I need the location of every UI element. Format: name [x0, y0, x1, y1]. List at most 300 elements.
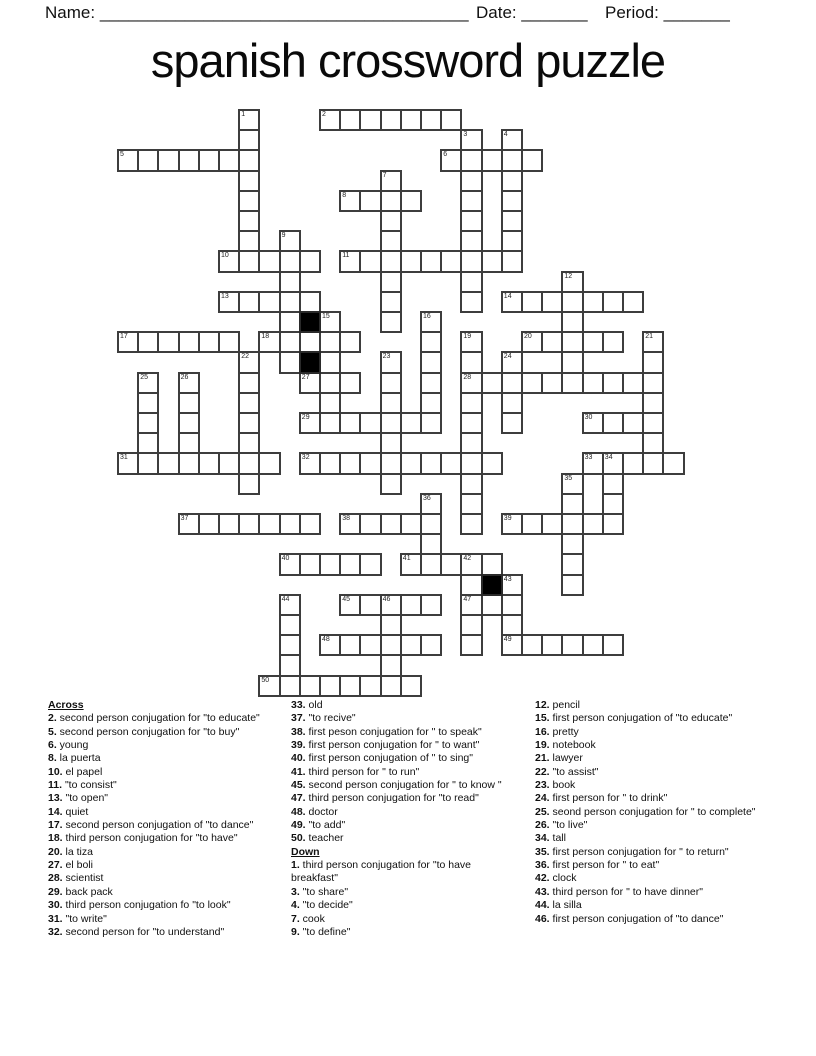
- grid-cell[interactable]: [279, 250, 301, 272]
- grid-cell[interactable]: [501, 210, 523, 232]
- grid-cell[interactable]: [238, 210, 260, 232]
- grid-cell[interactable]: [420, 452, 442, 474]
- grid-cell[interactable]: [501, 291, 523, 313]
- grid-cell[interactable]: [460, 250, 482, 272]
- clue-item: 46. first person conjugation of "to dance": [535, 912, 724, 925]
- clue-item: 12. pencil: [535, 699, 580, 711]
- grid-cell[interactable]: [561, 271, 583, 293]
- grid-cell[interactable]: [561, 331, 583, 353]
- grid-cell[interactable]: [238, 190, 260, 212]
- grid-cell[interactable]: [299, 331, 321, 353]
- grid-cell[interactable]: [521, 149, 543, 171]
- grid-cell[interactable]: [359, 412, 381, 434]
- grid-cell[interactable]: [460, 553, 482, 575]
- grid-cell[interactable]: [561, 553, 583, 575]
- grid-cell[interactable]: [622, 372, 644, 394]
- grid-cell[interactable]: [582, 291, 604, 313]
- grid-cell[interactable]: [440, 452, 462, 474]
- grid-cell[interactable]: [380, 432, 402, 454]
- grid-cell[interactable]: [218, 149, 240, 171]
- cell-number: 20: [524, 333, 532, 341]
- grid-cell[interactable]: [198, 513, 220, 535]
- grid-cell[interactable]: [460, 473, 482, 495]
- grid-cell[interactable]: [561, 291, 583, 313]
- grid-cell[interactable]: [400, 190, 422, 212]
- grid-cell[interactable]: [137, 331, 159, 353]
- clue-number: 49.: [291, 819, 306, 832]
- grid-cell[interactable]: [157, 331, 179, 353]
- grid-cell[interactable]: [400, 250, 422, 272]
- clue-item: 28. scientist: [48, 872, 104, 885]
- grid-cell[interactable]: [501, 351, 523, 373]
- grid-cell[interactable]: [380, 271, 402, 293]
- grid-cell[interactable]: [460, 331, 482, 353]
- grid-cell[interactable]: [501, 170, 523, 192]
- grid-cell[interactable]: [380, 412, 402, 434]
- grid-cell[interactable]: [501, 149, 523, 171]
- grid-cell[interactable]: [460, 493, 482, 515]
- grid-cell[interactable]: [642, 412, 664, 434]
- grid-cell[interactable]: [218, 250, 240, 272]
- grid-cell[interactable]: [339, 250, 361, 272]
- grid-cell[interactable]: [178, 372, 200, 394]
- grid-cell[interactable]: [258, 250, 280, 272]
- grid-cell[interactable]: [238, 473, 260, 495]
- grid-cell[interactable]: [137, 412, 159, 434]
- grid-cell[interactable]: [622, 291, 644, 313]
- grid-cell[interactable]: [137, 149, 159, 171]
- grid-cell[interactable]: [198, 452, 220, 474]
- grid-cell[interactable]: [501, 129, 523, 151]
- grid-cell[interactable]: [380, 210, 402, 232]
- grid-cell[interactable]: [460, 452, 482, 474]
- grid-cell[interactable]: [359, 594, 381, 616]
- grid-cell[interactable]: [380, 109, 402, 131]
- grid-cell[interactable]: [380, 614, 402, 636]
- grid-cell[interactable]: [582, 331, 604, 353]
- cell-number: 21: [645, 333, 653, 341]
- grid-cell[interactable]: [582, 452, 604, 474]
- grid-cell[interactable]: [541, 513, 563, 535]
- grid-cell[interactable]: [380, 351, 402, 373]
- grid-cell[interactable]: [400, 452, 422, 474]
- clue-number: 16.: [535, 725, 550, 738]
- grid-cell[interactable]: [238, 230, 260, 252]
- cell-number: 33: [584, 454, 593, 462]
- clue-item: 14. quiet: [48, 805, 89, 818]
- grid-cell[interactable]: [440, 149, 462, 171]
- grid-cell[interactable]: [218, 291, 240, 313]
- grid-cell[interactable]: [279, 331, 301, 353]
- grid-cell[interactable]: [258, 452, 280, 474]
- grid-cell[interactable]: [481, 594, 503, 616]
- grid-cell[interactable]: [400, 634, 422, 656]
- grid-cell[interactable]: [561, 634, 583, 656]
- grid-cell[interactable]: [541, 634, 563, 656]
- grid-cell[interactable]: [319, 392, 341, 414]
- grid-cell[interactable]: [178, 412, 200, 434]
- grid-cell[interactable]: [319, 372, 341, 394]
- down-header: Down: [291, 845, 320, 858]
- grid-cell[interactable]: [440, 109, 462, 131]
- grid-cell[interactable]: [460, 513, 482, 535]
- grid-cell[interactable]: [178, 513, 200, 535]
- grid-cell[interactable]: [339, 553, 361, 575]
- grid-cell[interactable]: [602, 291, 624, 313]
- grid-cell[interactable]: [319, 452, 341, 474]
- grid-cell[interactable]: [420, 351, 442, 373]
- grid-cell[interactable]: [561, 533, 583, 555]
- grid-cell[interactable]: [137, 392, 159, 414]
- grid-cell[interactable]: [642, 392, 664, 414]
- grid-cell[interactable]: [279, 291, 301, 313]
- grid-cell[interactable]: [481, 553, 503, 575]
- clue-number: 43.: [535, 885, 550, 898]
- grid-cell[interactable]: [238, 432, 260, 454]
- grid-cell[interactable]: [238, 291, 260, 313]
- grid-cell[interactable]: [339, 412, 361, 434]
- grid-cell[interactable]: [501, 230, 523, 252]
- grid-cell[interactable]: [582, 372, 604, 394]
- grid-cell[interactable]: [380, 513, 402, 535]
- grid-cell[interactable]: [561, 351, 583, 373]
- grid-cell[interactable]: [218, 513, 240, 535]
- grid-cell[interactable]: [541, 331, 563, 353]
- grid-cell[interactable]: [319, 109, 341, 131]
- grid-cell[interactable]: [258, 331, 280, 353]
- grid-cell[interactable]: [279, 675, 301, 697]
- grid-cell[interactable]: [279, 553, 301, 575]
- grid-cell[interactable]: [561, 513, 583, 535]
- grid-cell[interactable]: [299, 553, 321, 575]
- grid-cell[interactable]: [501, 513, 523, 535]
- grid-cell[interactable]: [460, 210, 482, 232]
- grid-cell[interactable]: [561, 311, 583, 333]
- grid-cell[interactable]: [137, 372, 159, 394]
- grid-cell[interactable]: [218, 452, 240, 474]
- grid-cell[interactable]: [279, 271, 301, 293]
- clue-number: 32.: [48, 925, 63, 938]
- grid-cell[interactable]: [420, 250, 442, 272]
- clue-number: 8.: [48, 752, 57, 765]
- grid-cell[interactable]: [380, 473, 402, 495]
- grid-cell[interactable]: [319, 351, 341, 373]
- grid-cell[interactable]: [420, 533, 442, 555]
- grid-cell[interactable]: [501, 412, 523, 434]
- grid-cell[interactable]: [238, 129, 260, 151]
- grid-cell[interactable]: [238, 392, 260, 414]
- grid-cell[interactable]: [501, 594, 523, 616]
- grid-cell[interactable]: [420, 412, 442, 434]
- grid-cell[interactable]: [440, 250, 462, 272]
- cell-number: 25: [140, 373, 148, 381]
- grid-cell[interactable]: [460, 230, 482, 252]
- grid-cell[interactable]: [258, 291, 280, 313]
- grid-cell[interactable]: [198, 331, 220, 353]
- clue-item: 22. "to assist": [535, 765, 599, 778]
- grid-cell-black: [299, 311, 321, 333]
- grid-cell[interactable]: [460, 432, 482, 454]
- grid-cell[interactable]: [339, 331, 361, 353]
- grid-cell[interactable]: [380, 190, 402, 212]
- clue-item: 4. "to decide": [291, 899, 353, 912]
- grid-cell[interactable]: [420, 513, 442, 535]
- grid-cell[interactable]: [339, 675, 361, 697]
- cell-number: 14: [503, 292, 512, 300]
- grid-cell[interactable]: [380, 311, 402, 333]
- grid-cell[interactable]: [299, 675, 321, 697]
- grid-cell[interactable]: [622, 452, 644, 474]
- grid-cell[interactable]: [380, 170, 402, 192]
- grid-cell[interactable]: [339, 372, 361, 394]
- grid-cell[interactable]: [117, 452, 139, 474]
- grid-cell[interactable]: [299, 250, 321, 272]
- grid-cell[interactable]: [420, 493, 442, 515]
- grid-cell[interactable]: [157, 452, 179, 474]
- grid-cell[interactable]: [319, 675, 341, 697]
- grid-cell[interactable]: [279, 230, 301, 252]
- grid-cell[interactable]: [319, 331, 341, 353]
- grid-cell[interactable]: [339, 513, 361, 535]
- grid-cell[interactable]: [602, 452, 624, 474]
- grid-cell[interactable]: [319, 311, 341, 333]
- grid-cell[interactable]: [460, 129, 482, 151]
- grid-cell[interactable]: [541, 291, 563, 313]
- grid-cell[interactable]: [238, 372, 260, 394]
- period-blank-line[interactable]: _______: [663, 3, 730, 22]
- grid-cell[interactable]: [359, 553, 381, 575]
- clue-item: 36. first person for " to eat": [535, 859, 660, 872]
- clue-item: 29. back pack: [48, 885, 113, 898]
- grid-cell[interactable]: [541, 372, 563, 394]
- grid-cell[interactable]: [137, 432, 159, 454]
- grid-cell[interactable]: [420, 331, 442, 353]
- grid-cell[interactable]: [420, 594, 442, 616]
- grid-cell[interactable]: [501, 574, 523, 596]
- grid-cell[interactable]: [238, 351, 260, 373]
- grid-cell[interactable]: [380, 230, 402, 252]
- grid-cell[interactable]: [622, 412, 644, 434]
- grid-cell[interactable]: [299, 513, 321, 535]
- grid-cell[interactable]: [602, 412, 624, 434]
- grid-cell[interactable]: [299, 412, 321, 434]
- grid-cell[interactable]: [501, 614, 523, 636]
- grid-cell[interactable]: [642, 351, 664, 373]
- grid-cell[interactable]: [521, 331, 543, 353]
- grid-cell[interactable]: [380, 452, 402, 474]
- grid-cell[interactable]: [380, 250, 402, 272]
- grid-cell[interactable]: [178, 432, 200, 454]
- grid-cell[interactable]: [561, 473, 583, 495]
- grid-cell[interactable]: [602, 513, 624, 535]
- clue-number: 31.: [48, 912, 63, 925]
- grid-cell[interactable]: [258, 675, 280, 697]
- clue-item: 24. first person for " to drink": [535, 792, 668, 805]
- grid-cell[interactable]: [117, 331, 139, 353]
- clue-item: 8. la puerta: [48, 752, 101, 765]
- grid-cell[interactable]: [420, 372, 442, 394]
- clue-item: 40. first person conjugation of " to sing": [291, 752, 473, 765]
- grid-cell[interactable]: [400, 553, 422, 575]
- grid-cell[interactable]: [157, 149, 179, 171]
- grid-cell[interactable]: [238, 109, 260, 131]
- grid-cell[interactable]: [339, 109, 361, 131]
- grid-cell[interactable]: [137, 452, 159, 474]
- clue-number: 50.: [291, 832, 306, 845]
- grid-cell[interactable]: [238, 170, 260, 192]
- cell-number: 3: [463, 131, 468, 139]
- clue-item: 27. el boli: [48, 859, 93, 872]
- grid-cell[interactable]: [440, 553, 462, 575]
- clue-number: 18.: [48, 832, 63, 845]
- grid-cell[interactable]: [258, 513, 280, 535]
- grid-cell[interactable]: [501, 392, 523, 414]
- grid-cell[interactable]: [481, 250, 503, 272]
- cell-number: 49: [503, 636, 512, 644]
- grid-cell[interactable]: [400, 513, 422, 535]
- clue-number: 29.: [48, 885, 63, 898]
- cell-number: 6: [443, 151, 448, 159]
- clue-number: 30.: [48, 899, 63, 912]
- grid-cell[interactable]: [339, 452, 361, 474]
- grid-cell[interactable]: [501, 634, 523, 656]
- grid-cell[interactable]: [238, 149, 260, 171]
- grid-cell[interactable]: [420, 311, 442, 333]
- grid-cell[interactable]: [238, 452, 260, 474]
- grid-cell[interactable]: [460, 271, 482, 293]
- grid-cell[interactable]: [582, 513, 604, 535]
- grid-cell[interactable]: [460, 574, 482, 596]
- grid-cell[interactable]: [662, 452, 684, 474]
- grid-cell[interactable]: [359, 109, 381, 131]
- grid-cell[interactable]: [460, 614, 482, 636]
- grid-cell[interactable]: [521, 513, 543, 535]
- grid-cell[interactable]: [400, 675, 422, 697]
- grid-cell[interactable]: [238, 250, 260, 272]
- grid-cell[interactable]: [460, 634, 482, 656]
- grid-cell[interactable]: [561, 574, 583, 596]
- grid-cell[interactable]: [279, 634, 301, 656]
- grid-cell[interactable]: [380, 291, 402, 313]
- cell-number: 10: [221, 252, 229, 260]
- grid-cell[interactable]: [359, 190, 381, 212]
- grid-cell[interactable]: [501, 250, 523, 272]
- grid-cell[interactable]: [420, 553, 442, 575]
- grid-cell[interactable]: [602, 331, 624, 353]
- grid-cell[interactable]: [602, 473, 624, 495]
- grid-cell[interactable]: [420, 109, 442, 131]
- grid-cell[interactable]: [299, 372, 321, 394]
- grid-cell[interactable]: [481, 149, 503, 171]
- grid-cell[interactable]: [238, 412, 260, 434]
- grid-cell[interactable]: [279, 311, 301, 333]
- grid-cell[interactable]: [501, 190, 523, 212]
- grid-cell[interactable]: [178, 331, 200, 353]
- grid-cell[interactable]: [218, 331, 240, 353]
- grid-cell[interactable]: [238, 513, 260, 535]
- grid-cell[interactable]: [460, 372, 482, 394]
- grid-cell[interactable]: [642, 372, 664, 394]
- clue-item: 26. "to live": [535, 819, 588, 832]
- grid-cell[interactable]: [602, 372, 624, 394]
- grid-cell[interactable]: [582, 412, 604, 434]
- grid-cell[interactable]: [642, 432, 664, 454]
- grid-cell[interactable]: [460, 351, 482, 373]
- grid-cell[interactable]: [380, 594, 402, 616]
- grid-cell[interactable]: [117, 149, 139, 171]
- grid-cell[interactable]: [359, 250, 381, 272]
- grid-cell[interactable]: [460, 392, 482, 414]
- grid-cell[interactable]: [198, 149, 220, 171]
- grid-cell[interactable]: [319, 412, 341, 434]
- date-blank-line[interactable]: _______: [521, 3, 588, 22]
- grid-cell[interactable]: [400, 594, 422, 616]
- grid-cell[interactable]: [501, 372, 523, 394]
- grid-cell[interactable]: [460, 412, 482, 434]
- grid-cell[interactable]: [521, 291, 543, 313]
- grid-cell[interactable]: [339, 190, 361, 212]
- grid-cell[interactable]: [380, 675, 402, 697]
- grid-cell[interactable]: [279, 351, 301, 373]
- grid-cell[interactable]: [178, 452, 200, 474]
- grid-cell[interactable]: [339, 594, 361, 616]
- grid-cell[interactable]: [359, 452, 381, 474]
- grid-cell[interactable]: [178, 149, 200, 171]
- grid-cell[interactable]: [602, 493, 624, 515]
- grid-cell[interactable]: [380, 392, 402, 414]
- grid-cell[interactable]: [561, 372, 583, 394]
- grid-cell[interactable]: [299, 291, 321, 313]
- grid-cell[interactable]: [521, 372, 543, 394]
- grid-cell[interactable]: [359, 513, 381, 535]
- grid-cell[interactable]: [420, 634, 442, 656]
- grid-cell[interactable]: [380, 654, 402, 676]
- grid-cell[interactable]: [380, 634, 402, 656]
- grid-cell[interactable]: [460, 594, 482, 616]
- grid-cell[interactable]: [481, 372, 503, 394]
- grid-cell[interactable]: [400, 412, 422, 434]
- grid-cell[interactable]: [279, 654, 301, 676]
- grid-cell[interactable]: [339, 634, 361, 656]
- grid-cell[interactable]: [460, 291, 482, 313]
- grid-cell[interactable]: [359, 675, 381, 697]
- grid-cell[interactable]: [420, 392, 442, 414]
- grid-cell[interactable]: [319, 553, 341, 575]
- grid-cell[interactable]: [460, 170, 482, 192]
- grid-cell[interactable]: [642, 452, 664, 474]
- grid-cell[interactable]: [178, 392, 200, 414]
- name-blank-line[interactable]: _______________________________________: [99, 3, 469, 22]
- grid-cell[interactable]: [359, 634, 381, 656]
- grid-cell[interactable]: [400, 109, 422, 131]
- grid-cell[interactable]: [319, 634, 341, 656]
- grid-cell[interactable]: [521, 634, 543, 656]
- cell-number: 11: [342, 252, 350, 260]
- grid-cell[interactable]: [299, 452, 321, 474]
- cell-number: 48: [322, 636, 330, 644]
- grid-cell[interactable]: [380, 372, 402, 394]
- grid-cell[interactable]: [582, 634, 604, 656]
- grid-cell[interactable]: [460, 149, 482, 171]
- grid-cell[interactable]: [481, 452, 503, 474]
- grid-cell[interactable]: [561, 493, 583, 515]
- grid-cell[interactable]: [279, 513, 301, 535]
- grid-cell[interactable]: [642, 331, 664, 353]
- grid-cell[interactable]: [602, 634, 624, 656]
- grid-cell[interactable]: [460, 190, 482, 212]
- grid-cell[interactable]: [279, 594, 301, 616]
- grid-cell[interactable]: [279, 614, 301, 636]
